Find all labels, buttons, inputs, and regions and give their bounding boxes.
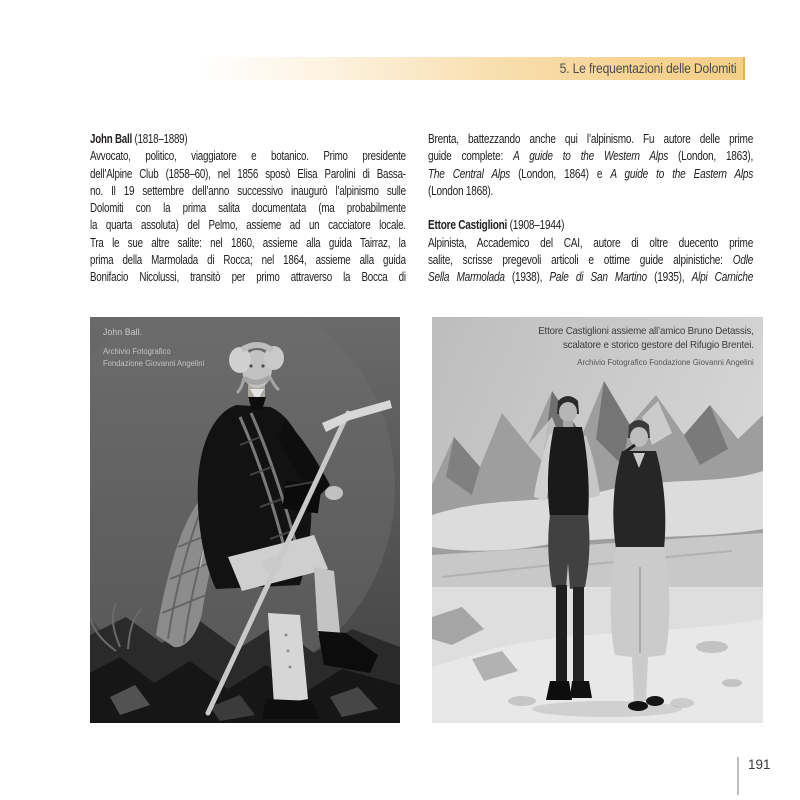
text-line: Avvocato, politico, viaggiatore e botanico. Primo presidente	[90, 148, 406, 164]
page-number-rule	[737, 757, 739, 795]
photo-john-ball	[90, 317, 400, 723]
text-line: John Ball (1818–1889)	[90, 131, 188, 146]
text-column-left	[90, 130, 406, 286]
text-line: Tra le sue altre salite: nel 1860, assieme alla guida Tairraz, la	[90, 234, 406, 250]
text-line	[428, 199, 753, 216]
chapter-title: 5. Le frequentazioni delle Dolomiti	[559, 61, 736, 76]
photo-right-caption-credit: Archivio Fotografico Fondazione Giovanni Angelini	[577, 357, 754, 367]
page-number: 191	[748, 757, 771, 772]
photo-castiglioni-detassis	[432, 317, 763, 723]
text-column-right	[428, 130, 753, 286]
text-line: salite, scrisse pregevoli articoli e ottime guide alpinistiche: Odle	[428, 252, 754, 268]
text-line: Dolomiti con la prima salita documentata (ma probabilmente	[90, 200, 406, 216]
text-line: la quarta assoluta) del Pelmo, assieme ad un cacciatore locale.	[90, 217, 406, 233]
text-line: Brenta, battezzando anche qui l’alpinismo. Fu autore delle prime	[428, 131, 754, 146]
photo-right-caption	[538, 325, 754, 367]
photo-right-caption-line2: scalatore e storico gestore del Rifugio Brentei.	[563, 338, 754, 351]
text-line: Alpinista, Accademico del CAI, autore di oltre duecento prime	[428, 234, 754, 250]
text-line: dell’Alpine Club (1858–60), nel 1856 sposò Elisa Parolini di Bassa-	[90, 165, 406, 181]
text-line: prima della Marmolada di Rocca; nel 1864, assieme alla guida	[90, 252, 406, 268]
photo-left-caption-title: John Ball.	[103, 327, 143, 338]
text-line: Bonifacio Nicolussi, transitò per primo attraverso la Bocca di	[90, 269, 406, 285]
text-line: Sella Marmolada (1938), Pale di San Martino (1935), Alpi Carniche	[428, 269, 754, 285]
text-line: The Central Alps (London, 1864) e A guide to the Eastern Alps	[428, 165, 754, 181]
text-line: (London 1868).	[428, 182, 494, 198]
text-line: guide complete: A guide to the Western Alps (London, 1863),	[428, 148, 754, 164]
photo-left-caption	[103, 327, 204, 369]
chapter-header-bar	[200, 57, 745, 80]
text-line: Ettore Castiglioni (1908–1944)	[428, 217, 565, 233]
photo-john-ball-illustration	[90, 317, 400, 723]
photo-left-caption-credit: Archivio Fotografico Fondazione Giovanni Angelini	[103, 346, 205, 368]
photo-castiglioni-illustration	[432, 317, 763, 723]
text-line: no. Il 19 settembre dell’anno successivo inaugurò l’alpinismo sulle	[90, 182, 406, 198]
photo-right-caption-line1: Ettore Castiglioni assieme all’amico Bruno Detassis,	[538, 325, 754, 337]
